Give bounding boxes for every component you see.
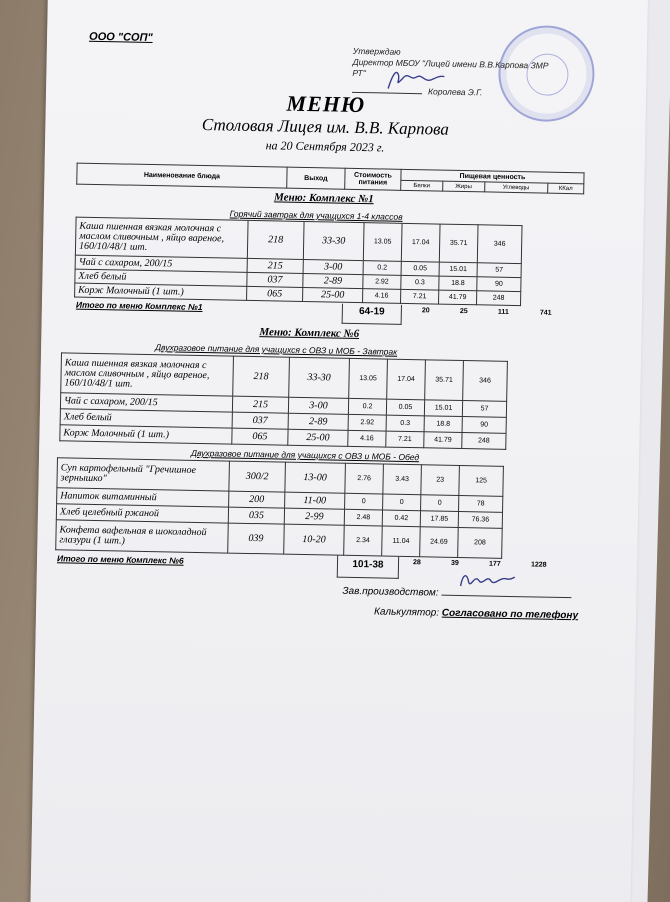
complex1-title: Меню: Комплекс №1 — [273, 191, 374, 206]
dish-cost: 3-00 — [303, 259, 363, 274]
header-fats: Жиры — [443, 181, 485, 192]
dish-kcal: 90 — [477, 277, 521, 292]
dish-fats: 17.04 — [401, 223, 440, 262]
dish-output: 300/2 — [229, 461, 286, 492]
dish-fats: 0.3 — [401, 275, 439, 290]
dish-cost: 2-89 — [288, 413, 348, 430]
dish-kcal: 76.36 — [458, 511, 502, 528]
header-output: Выход — [287, 167, 345, 189]
dish-fats: 0.3 — [386, 415, 424, 432]
total-kcal: 1228 — [530, 561, 547, 569]
manager-signature — [456, 568, 516, 593]
calculator-value: Согласовано по телефону — [441, 607, 579, 622]
canteen-name: Столовая Лицея им. В.В. Карпова — [201, 114, 450, 139]
dish-cost: 25-00 — [303, 287, 363, 302]
complex6-total-label: Итого по меню Комплекс №6 — [56, 553, 184, 566]
dish-kcal: 248 — [462, 433, 506, 450]
dish-cost: 11-00 — [285, 492, 345, 509]
dish-proteins: 0.2 — [348, 398, 386, 415]
dish-carbs: 15.01 — [439, 262, 477, 277]
dish-proteins: 2.34 — [344, 525, 383, 556]
dish-name: Каша пшенная вязкая молочная с маслом сливочным , яйцо вареное, 160/10/48/1 шт. — [61, 353, 234, 396]
header-cost: Стоимость питания — [345, 168, 401, 190]
approval-signer: Королева Э.Г. — [427, 86, 483, 98]
dish-output: 039 — [228, 523, 285, 554]
dish-kcal: 346 — [463, 361, 508, 402]
dish-cost: 25-00 — [288, 429, 348, 446]
dish-cost: 33-30 — [303, 221, 364, 260]
dish-name: Чай с сахаром, 200/15 — [60, 393, 232, 412]
approval-line1: Утверждаю — [352, 45, 401, 57]
complex6-breakfast-title: Двухразовое питание для учащихся с ОВЗ и МОБ - Завтрак — [155, 342, 398, 357]
complex6-breakfast-table — [59, 352, 508, 450]
dish-kcal: 346 — [477, 225, 522, 264]
dish-cost: 33-30 — [289, 357, 350, 398]
dish-name: Каша пшенная вязкая молочная с маслом сливочным , яйцо вареное, 160/10/48/1 шт. — [75, 217, 248, 258]
dish-carbs: 35.71 — [439, 224, 478, 263]
complex1-subtitle: Горячий завтрак для учащихся 1-4 классов — [229, 208, 403, 222]
dish-carbs: 24.69 — [420, 527, 459, 558]
calculator-label: Калькулятор: — [373, 606, 440, 619]
total-carbs: 111 — [497, 308, 509, 316]
document-title: МЕНЮ — [286, 90, 366, 118]
calculator-line — [374, 606, 578, 621]
dish-proteins: 2.92 — [363, 275, 401, 290]
dish-name: Корж Молочный (1 шт.) — [60, 425, 232, 444]
dish-proteins: 2.92 — [348, 414, 386, 431]
dish-fats: 0.05 — [401, 261, 439, 276]
manager-label: Зав.производством: — [342, 585, 439, 599]
menu-date: на 20 Сентября 2023 г. — [265, 138, 385, 155]
dish-kcal: 57 — [462, 401, 506, 418]
dish-proteins: 0 — [345, 493, 383, 510]
dish-name: Напиток витаминный — [57, 488, 229, 507]
dish-cost: 2-89 — [303, 273, 363, 288]
approval-line2: Директор МБОУ "Лицей имени В.В.Карпова ЗМР РТ" — [352, 56, 549, 79]
dish-carbs: 35.71 — [425, 360, 464, 401]
dish-proteins: 13.05 — [349, 358, 388, 399]
dish-carbs: 17.85 — [420, 511, 458, 528]
dish-kcal: 248 — [476, 291, 520, 306]
dish-carbs: 23 — [421, 465, 460, 496]
dish-output: 218 — [247, 220, 304, 259]
dish-output: 065 — [232, 428, 288, 445]
total-carbs: 177 — [488, 560, 501, 568]
manager-signature-line — [441, 595, 571, 598]
header-carbs: Углеводы — [484, 182, 547, 193]
total-proteins: 28 — [412, 559, 421, 567]
dish-proteins: 0.2 — [363, 261, 401, 276]
dish-name: Хлеб целебный ржаной — [56, 504, 228, 523]
dish-fats: 0 — [383, 494, 421, 511]
complex1-total-cost: 64-19 — [342, 304, 402, 325]
director-signature — [382, 66, 446, 93]
dish-name: Суп картофельный "Гречишное зернышко" — [57, 458, 230, 491]
complex6-lunch-title: Двухразовое питание для учащихся с ОВЗ и МОБ - Обед — [191, 447, 420, 463]
dish-proteins: 2.76 — [345, 463, 384, 494]
dish-proteins: 2.48 — [344, 509, 382, 526]
header-kcal: ККал — [548, 183, 584, 194]
dish-output: 200 — [229, 491, 285, 508]
dish-carbs: 0 — [421, 495, 459, 512]
total-proteins: 20 — [421, 307, 430, 315]
dish-proteins: 13.05 — [363, 223, 402, 262]
dish-fats: 17.04 — [387, 359, 426, 400]
dish-carbs: 18.8 — [424, 416, 462, 433]
dish-name: Хлеб белый — [75, 269, 247, 286]
dish-cost: 3-00 — [288, 397, 348, 414]
dish-kcal: 90 — [462, 417, 506, 434]
dish-carbs: 15.01 — [424, 400, 462, 417]
dish-fats: 0.42 — [382, 510, 420, 527]
dish-name: Хлеб белый — [60, 409, 232, 428]
dish-cost: 13-00 — [285, 462, 346, 493]
complex1-table — [74, 217, 522, 307]
dish-kcal: 208 — [458, 527, 503, 558]
total-fats: 25 — [459, 307, 468, 316]
dish-fats: 3.43 — [383, 464, 422, 495]
dish-name: Чай с сахаром, 200/15 — [75, 255, 247, 272]
dish-kcal: 78 — [459, 495, 503, 512]
dish-carbs: 41.79 — [424, 432, 462, 449]
table-header — [76, 163, 584, 195]
complex6-total-cost: 101-38 — [337, 556, 399, 579]
complex6-lunch-table — [55, 457, 504, 559]
dish-name: Корж Молочный (1 шт.) — [75, 283, 247, 300]
complex6-title: Меню: Комплекс №6 — [259, 326, 360, 341]
dish-proteins: 4.16 — [348, 430, 386, 447]
dish-carbs: 41.79 — [439, 290, 477, 305]
dish-fats: 7.21 — [401, 289, 439, 304]
dish-output: 218 — [233, 356, 290, 397]
organization-name: ООО "СОП" — [88, 30, 153, 45]
dish-cost: 10-20 — [284, 524, 345, 555]
dish-carbs: 18.8 — [439, 276, 477, 291]
total-kcal: 741 — [539, 309, 552, 317]
dish-cost: 2-99 — [284, 508, 344, 525]
header-proteins: Белки — [401, 180, 443, 191]
dish-kcal: 125 — [459, 465, 504, 496]
dish-output: 215 — [232, 396, 288, 413]
dish-output: 215 — [247, 258, 303, 273]
header-nutrition: Пищевая ценность — [401, 169, 584, 184]
dish-output: 037 — [247, 272, 303, 287]
dish-name: Конфета вафельная в шоколадной глазури (1 шт.) — [56, 520, 229, 553]
dish-output: 037 — [232, 412, 288, 429]
header-name: Наименование блюда — [77, 163, 287, 188]
dish-fats: 7.21 — [386, 431, 424, 448]
total-fats: 39 — [450, 559, 459, 567]
dish-fats: 0.05 — [386, 399, 424, 416]
dish-output: 065 — [247, 286, 303, 301]
dish-kcal: 57 — [477, 263, 521, 278]
complex1-total-label: Итого по меню Комплекс №1 — [75, 299, 203, 313]
dish-proteins: 4.16 — [363, 289, 401, 304]
dish-output: 035 — [228, 507, 284, 524]
dish-fats: 11.04 — [382, 526, 421, 557]
menu-document — [30, 0, 648, 902]
